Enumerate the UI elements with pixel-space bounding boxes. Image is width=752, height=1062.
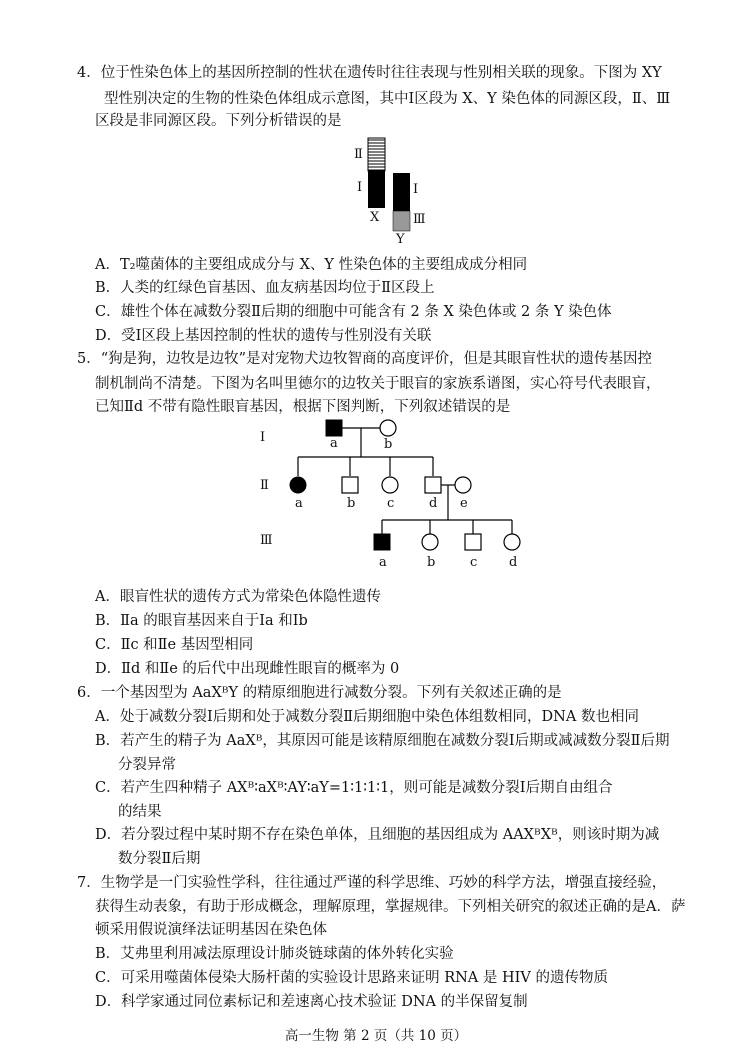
III-b-label: b bbox=[427, 555, 436, 570]
label-region-I-x: Ⅰ bbox=[357, 180, 363, 195]
q5-option-c: C．Ⅱc 和Ⅱe 基因型相同 bbox=[95, 637, 254, 653]
q4-option-b: B．人类的红绿色盲基因、血友病基因均位于Ⅱ区段上 bbox=[95, 280, 435, 296]
q5-stem-line-3: 已知Ⅱd 不带有隐性眼盲基因，根据下图判断，下列叙述错误的是 bbox=[95, 399, 511, 415]
pedigree-II-e-female bbox=[455, 477, 471, 493]
III-d-label: d bbox=[509, 555, 518, 570]
pedigree-II-c-female bbox=[382, 477, 398, 493]
gen-III-label: Ⅲ bbox=[260, 533, 273, 548]
pedigree-III-b-female bbox=[422, 534, 438, 550]
pedigree-II-d-male bbox=[425, 477, 441, 493]
sex-chromosome-diagram bbox=[350, 136, 440, 248]
q5-option-b: B．Ⅱa 的眼盲基因来自于Ⅰa 和Ⅰb bbox=[95, 613, 308, 629]
label-x-chromosome: X bbox=[370, 210, 380, 225]
q6-option-b-line-1: B．若产生的精子为 AaXᴮ，其原因可能是该精原细胞在减数分裂Ⅰ后期或减减数分裂Ⅱ后期 bbox=[95, 733, 670, 749]
label-region-III: Ⅲ bbox=[413, 212, 426, 227]
pedigree-II-b-male bbox=[342, 477, 358, 493]
q7-stem-line-2: 获得生动表象，有助于形成概念，理解原理，掌握规律。下列相关研究的叙述正确的是A．萨 bbox=[95, 899, 686, 915]
I-a-label: a bbox=[330, 436, 338, 451]
label-y-chromosome: Y bbox=[396, 232, 405, 247]
q5-stem-line-2: 制机制尚不清楚。下图为名叫里德尔的边牧关于眼盲的家族系谱图，实心符号代表眼盲， bbox=[95, 376, 661, 392]
q7-stem-line-3: 顿采用假说演绎法证明基因在染色体 bbox=[95, 922, 327, 938]
label-region-II: Ⅱ bbox=[354, 147, 363, 162]
III-a-label: a bbox=[379, 555, 387, 570]
label-region-I-y: Ⅰ bbox=[413, 182, 419, 197]
pedigree-II-a-affected-female bbox=[290, 477, 306, 493]
pedigree-III-d-female bbox=[504, 534, 520, 550]
q5-option-d: D．Ⅱd 和Ⅱe 的后代中出现雌性眼盲的概率为 0 bbox=[95, 661, 400, 677]
II-c-label: c bbox=[387, 496, 395, 511]
I-b-label: b bbox=[384, 437, 393, 452]
q5-option-a: A．眼盲性状的遗传方式为常染色体隐性遗传 bbox=[95, 589, 381, 605]
page-footer: 高一生物 第 2 页（共 10 页） bbox=[284, 1028, 468, 1044]
q5-stem-line-1: 5．“狗是狗，边牧是边牧”是对宠物犬边牧智商的高度评价，但是其眼盲性状的遗传基因控 bbox=[77, 351, 653, 367]
q6-option-b-line-2: 分裂异常 bbox=[118, 757, 176, 773]
q4-option-c: C．雄性个体在减数分裂Ⅱ后期的细胞中可能含有 2 条 X 染色体或 2 条 Y 染色体 bbox=[95, 304, 612, 320]
gen-I-label: Ⅰ bbox=[260, 430, 266, 445]
q4-stem-line-3: 区段是非同源区段。下列分析错误的是 bbox=[95, 113, 342, 129]
q6-option-c-line-1: C．若产生四种精子 AXᴮ∶aXᴮ∶AY∶aY=1∶1∶1∶1，则可能是减数分裂Ⅰ后期自由组合 bbox=[95, 780, 613, 796]
q7-option-c: C．可采用噬菌体侵染大肠杆菌的实验设计思路来证明 RNA 是 HIV 的遗传物质 bbox=[95, 970, 608, 986]
II-d-label: d bbox=[429, 496, 438, 511]
y-region-I bbox=[393, 173, 410, 211]
q6-stem: 6．一个基因型为 AaXᴮY 的精原细胞进行减数分裂。下列有关叙述正确的是 bbox=[77, 685, 562, 701]
q7-option-b: B．艾弗里利用减法原理设计肺炎链球菌的体外转化实验 bbox=[95, 946, 454, 962]
pedigree-III-a-affected-male bbox=[374, 534, 390, 550]
pedigree-figure bbox=[250, 412, 540, 582]
q4-option-a: A．T₂噬菌体的主要组成成分与 X、Y 性染色体的主要组成成分相同 bbox=[95, 257, 528, 273]
y-region-III bbox=[393, 211, 410, 231]
pedigree-I-b-female bbox=[380, 420, 396, 436]
gen-II-label: Ⅱ bbox=[260, 478, 269, 493]
q4-option-d: D．受Ⅰ区段上基因控制的性状的遗传与性别没有关联 bbox=[95, 328, 432, 344]
q6-option-c-line-2: 的结果 bbox=[118, 804, 162, 820]
sex-chromosome-figure bbox=[350, 136, 440, 248]
pedigree-chart bbox=[250, 412, 540, 582]
q7-stem-line-1: 7．生物学是一门实验性学科，往往通过严谨的科学思维、巧妙的科学方法，增强直接经验， bbox=[77, 875, 667, 891]
q4-stem-line-2: 型性别决定的生物的性染色体组成示意图，其中Ⅰ区段为 X、Y 染色体的同源区段，Ⅱ、Ⅲ bbox=[104, 91, 671, 107]
pedigree-III-c-male bbox=[465, 534, 481, 550]
pedigree-I-a-affected-male bbox=[326, 420, 342, 436]
II-e-label: e bbox=[460, 496, 468, 511]
q6-option-a: A．处于减数分裂Ⅰ后期和处于减数分裂Ⅱ后期细胞中染色体组数相同，DNA 数也相同 bbox=[95, 709, 639, 725]
II-a-label: a bbox=[295, 496, 303, 511]
q6-option-d-line-1: D．若分裂过程中某时期不存在染色单体，且细胞的基因组成为 AAXᴮXᴮ，则该时期为减 bbox=[95, 827, 660, 843]
x-region-II bbox=[368, 138, 385, 171]
q4-stem-line-1: 4．位于性染色体上的基因所控制的性状在遗传时往往表现与性别相关联的现象。下图为 XY bbox=[77, 65, 662, 81]
II-b-label: b bbox=[347, 496, 356, 511]
q6-option-d-line-2: 数分裂Ⅱ后期 bbox=[118, 851, 201, 867]
x-region-I bbox=[368, 171, 385, 208]
q7-option-d: D．科学家通过同位素标记和差速离心技术验证 DNA 的半保留复制 bbox=[95, 994, 528, 1010]
III-c-label: c bbox=[470, 555, 478, 570]
